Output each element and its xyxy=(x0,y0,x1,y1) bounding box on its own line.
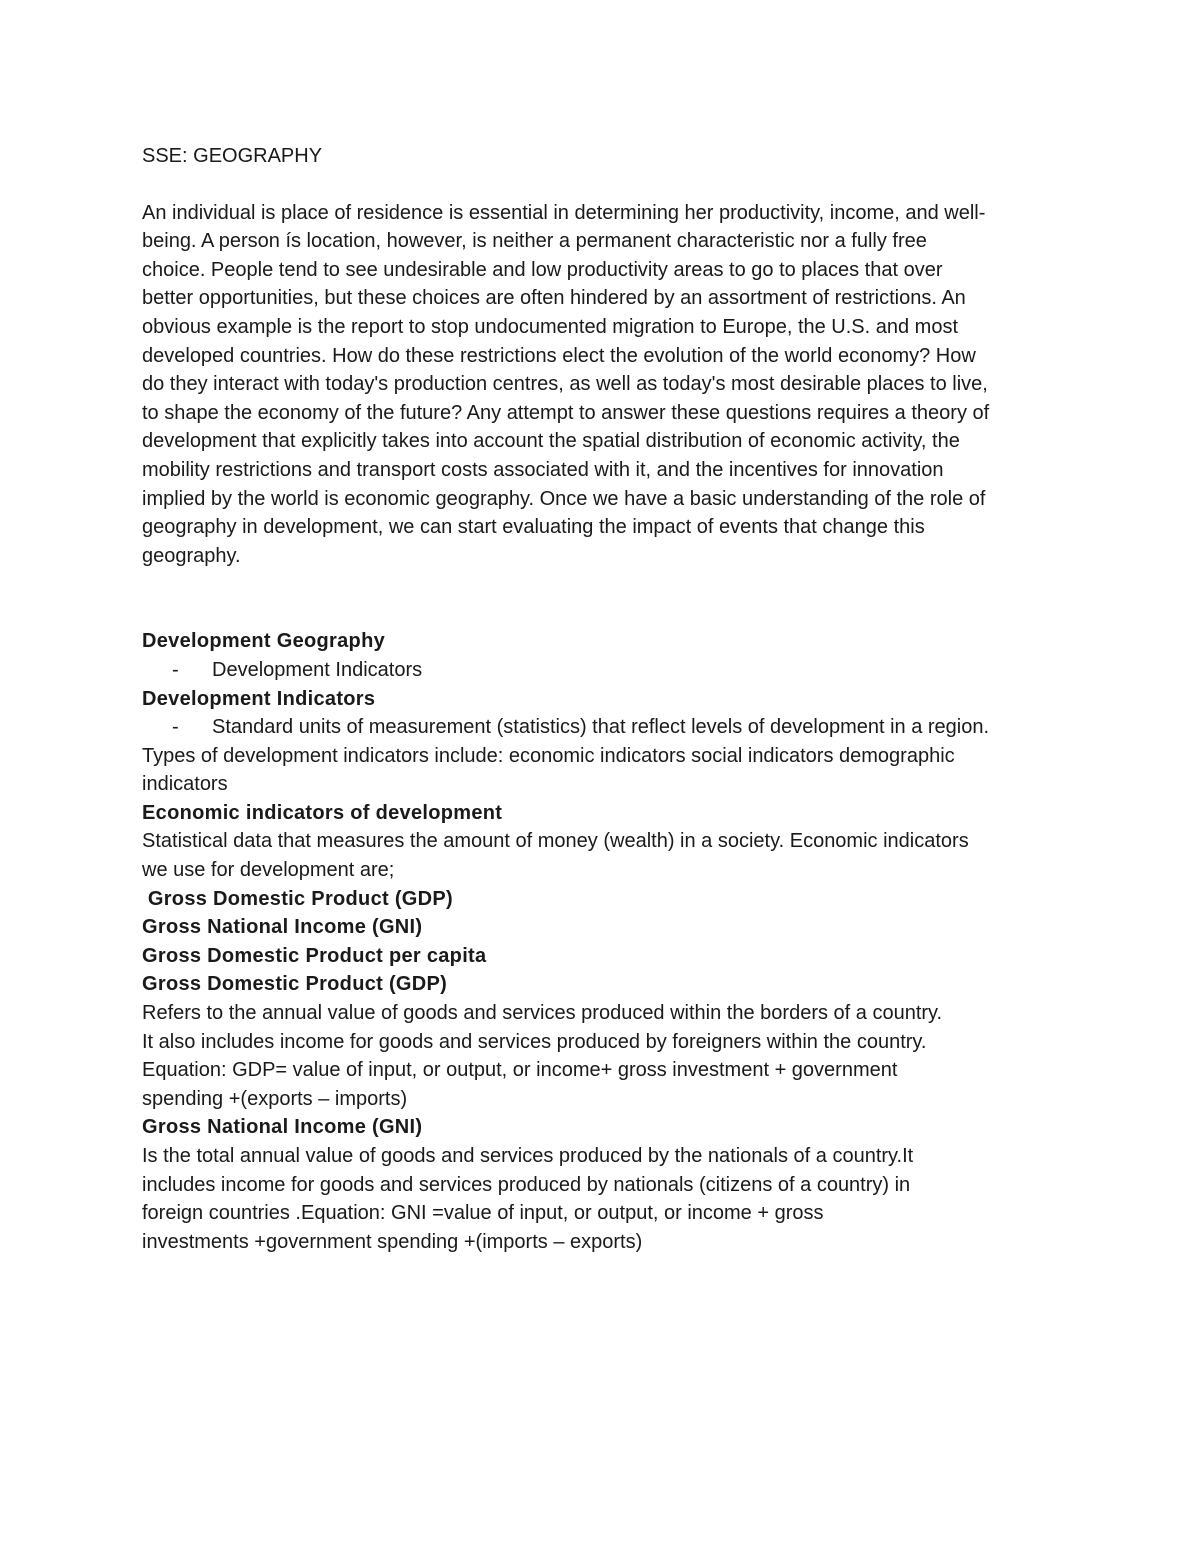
spacer xyxy=(142,570,1062,627)
bullet-dash: - xyxy=(172,658,179,681)
gni-text: Is the total annual value of goods and services produced by the nationals of a country.It xyxy=(142,1145,914,1167)
intro-line: do they interact with today's production centres, as well as today's most desirable places to live, xyxy=(142,373,988,396)
indicator-types-line: Types of development indicators include: economic indicators social indicators demographic xyxy=(142,744,955,767)
development-geography-heading: Development Geography xyxy=(142,630,386,653)
development-indicators-heading: Development Indicators xyxy=(142,687,376,710)
economic-indicator-item: Gross National Income (GNI) xyxy=(142,916,423,939)
gdp-heading: Gross Domestic Product (GDP) xyxy=(142,973,448,996)
bullet-dash: - xyxy=(172,716,179,739)
indicator-types-line: indicators xyxy=(142,773,228,796)
intro-line: obvious example is the report to stop undocumented migration to Europe, the U.S. and most xyxy=(142,315,959,338)
intro-line: development that explicitly takes into account the spatial distribution of economic activity, the xyxy=(142,430,960,453)
intro-line: An individual is place of residence is essential in determining her productivity, income, and well- xyxy=(142,201,986,224)
gdp-text: It also includes income for goods and services produced by foreigners within the country. xyxy=(142,1030,927,1053)
gni-text: investments +government spending +(imports – exports) xyxy=(142,1230,643,1253)
economic-indicator-item: Gross Domestic Product per capita xyxy=(142,944,487,967)
intro-line: developed countries. How do these restrictions elect the evolution of the world economy? How xyxy=(142,344,976,367)
economic-indicators-text: Statistical data that measures the amount of money (wealth) in a society. Economic indicators xyxy=(142,830,969,853)
bullet-item xyxy=(142,713,1062,742)
intro-line: choice. People tend to see undesirable and low productivity areas to go to places that over xyxy=(142,258,943,281)
gdp-text: Equation: GDP= value of input, or output, or income+ gross investment + government xyxy=(142,1059,898,1082)
gdp-text: Refers to the annual value of goods and services produced within the borders of a country. xyxy=(142,1002,943,1025)
gni-heading: Gross National Income (GNI) xyxy=(142,1116,423,1139)
intro-line: mobility restrictions and transport costs associated with it, and the incentives for innovation xyxy=(142,458,944,481)
intro-line: to shape the economy of the future? Any attempt to answer these questions requires a theory of xyxy=(142,401,990,424)
bullet-item xyxy=(142,656,1062,685)
spacer xyxy=(142,171,1062,199)
bullet-text: Standard units of measurement (statistics) that reflect levels of development in a region. xyxy=(212,716,990,739)
intro-line: better opportunities, but these choices are often hindered by an assortment of restrictions. An xyxy=(142,287,966,310)
intro-line: geography in development, we can start evaluating the impact of events that change this xyxy=(142,516,925,539)
gni-text: foreign countries .Equation: GNI =value of input, or output, or income + gross xyxy=(142,1202,824,1225)
intro-line: geography. xyxy=(142,544,241,567)
economic-indicators-heading: Economic indicators of development xyxy=(142,801,503,824)
document-title: SSE: GEOGRAPHY xyxy=(142,145,323,167)
document-page xyxy=(142,142,1062,1256)
intro-line: implied by the world is economic geography. Once we have a basic understanding of the role of xyxy=(142,487,986,510)
intro-paragraph xyxy=(142,199,1062,571)
economic-indicators-text: we use for development are; xyxy=(142,859,395,882)
bullet-text: Development Indicators xyxy=(212,658,423,681)
gni-text: includes income for goods and services produced by nationals (citizens of a country) in xyxy=(142,1173,911,1196)
intro-line: being. A person ís location, however, is neither a permanent characteristic nor a fully free xyxy=(142,230,927,253)
gdp-text: spending +(exports – imports) xyxy=(142,1087,408,1110)
economic-indicator-item: Gross Domestic Product (GDP) xyxy=(142,887,453,910)
